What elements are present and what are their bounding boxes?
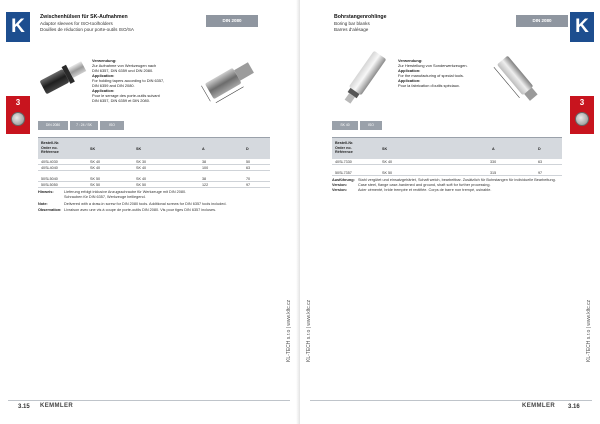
row-sk: SK 40 xyxy=(90,166,101,170)
row-a: 122 xyxy=(202,183,209,187)
right-brand: KEMMLER xyxy=(522,403,556,409)
left-title-de: Zwischenhülsen für SK-Aufnahmen xyxy=(40,14,128,20)
table-row xyxy=(332,170,562,176)
right-vertical-contact-inner: KL-TECH s.r.o | www.kltc.cz xyxy=(306,299,312,362)
right-norm-badge: DIN 2080 xyxy=(516,15,568,27)
right-footer-line xyxy=(310,400,592,401)
left-col-sk1: SK xyxy=(136,147,142,151)
left-title-en: Adaptor sleeves for ISO-toolholders xyxy=(40,20,113,26)
right-grey-box-2: ISO xyxy=(360,121,382,130)
row-sk: SK 50 xyxy=(90,183,101,187)
row-d: 63 xyxy=(538,160,543,164)
right-grey-box-1: SK 40 xyxy=(332,121,358,130)
left-info-en-text-2: DIN 6359 and DIN 2080. xyxy=(92,83,135,88)
right-col-ref-en: Order no. xyxy=(335,145,352,150)
right-col-a: A xyxy=(492,147,495,151)
note-label: Hinweis: xyxy=(38,190,54,194)
row-sk: SK 40 xyxy=(90,160,101,164)
left-col-d: D xyxy=(246,147,249,151)
left-chapter-tab xyxy=(6,96,30,134)
row-sk: SK 40 xyxy=(382,160,393,164)
right-info-fr-head: Application: xyxy=(398,78,421,83)
toolholder-icon xyxy=(11,112,25,126)
row-d: 97 xyxy=(246,183,251,187)
row-sk: SK 50 xyxy=(90,177,101,181)
row-a: 315 xyxy=(490,171,497,175)
left-info-fr-text-2: DIN 6357, DIN 6359 et DIN 2080. xyxy=(92,98,150,103)
note-text: Case steel, flange case-hardened and ground, shaft soft for further processing. xyxy=(358,183,491,187)
left-col-a: A xyxy=(202,147,205,151)
left-grey-box-3: ISO xyxy=(100,121,124,130)
row-ref: 40SL4040 xyxy=(41,166,58,170)
right-info-en-text-1: For the manufacturing of special tools. xyxy=(398,73,464,78)
left-info-de-head: Verwendung: xyxy=(92,58,117,63)
row-d: 63 xyxy=(246,166,251,170)
row-sk1: SK 40 xyxy=(136,166,147,170)
left-side-tab: K xyxy=(6,12,30,42)
note-label: Version: xyxy=(332,183,347,187)
left-table-header xyxy=(38,137,270,159)
left-notes xyxy=(38,190,272,220)
note-text: Livraison avec une vis à coupe de porte-outils DIN 2080. Vis pour tiges DIN 6357 incluses. xyxy=(64,208,217,212)
note-label: Observation: xyxy=(38,208,62,212)
note-label: Note: xyxy=(38,202,48,206)
right-info-de-head: Verwendung: xyxy=(398,58,423,63)
right-title-en: Boring bar blanks xyxy=(334,20,370,26)
left-grey-box-2: 7 : 24 / SK xyxy=(70,121,98,130)
row-sk1: SK 30 xyxy=(136,160,147,164)
right-notes xyxy=(332,178,564,198)
row-d: 70 xyxy=(246,177,251,181)
adaptor-sleeve-drawing xyxy=(196,54,266,104)
right-col-d: D xyxy=(538,147,541,151)
left-chapter-number: 3 xyxy=(15,98,21,107)
right-title-de: Bohrstangenrohlinge xyxy=(334,14,387,20)
left-info-de-text-2: DIN 6357, DIN 6359 und DIN 2080. xyxy=(92,68,154,73)
right-col-ref xyxy=(335,141,353,155)
left-info-de-text-1: Zur Aufnahme von Werkzeugen nach xyxy=(92,63,157,68)
right-info-de-text-1: Zur Herstellung von Sonderwerkzeugen. xyxy=(398,63,468,68)
right-info-en-head: Application: xyxy=(398,68,421,73)
row-ref: 40SL4030 xyxy=(41,160,58,164)
right-chapter-tab xyxy=(570,96,594,134)
right-info-fr-text-1: Pour la fabrication d'outils spéciaux. xyxy=(398,83,460,88)
left-product-table xyxy=(38,137,270,188)
left-info-fr-text-1: Pour le serrage des porte-outils suivant xyxy=(92,93,160,98)
row-sk: SK 50 xyxy=(382,171,393,175)
left-col-ref-en: Order no. xyxy=(41,145,58,150)
right-product-table xyxy=(332,137,562,176)
left-info-fr-head: Application: xyxy=(92,88,115,93)
note-text: Delivered with a draw-in screw for DIN 2080 tools. Additional screws for DIN 6357 tools included. xyxy=(64,202,227,206)
note-text: Lieferung erfolgt inklusive Anzugsschraube für Werkzeuge mit DIN 2080. xyxy=(64,190,187,194)
right-title-fr: Barres d'alésage xyxy=(334,26,369,32)
left-col-sk: SK xyxy=(90,147,96,151)
left-col-ref-fr: Référence xyxy=(41,150,59,155)
right-vertical-contact-outer: KL-TECH s.r.o | www.kltc.cz xyxy=(586,299,592,362)
right-table-header xyxy=(332,137,562,159)
left-grey-box-1: DIN 2080 xyxy=(38,121,68,130)
left-footer-line xyxy=(8,400,290,401)
right-col-ref-de: Bestell-Nr. xyxy=(335,141,354,145)
right-page-number: 3.16 xyxy=(568,404,580,410)
adaptor-sleeve-photo xyxy=(38,54,90,98)
row-ref: 50SL5050 xyxy=(41,183,58,187)
right-col-sk: SK xyxy=(382,147,388,151)
table-row xyxy=(38,182,270,188)
left-brand: KEMMLER xyxy=(40,403,74,409)
right-chapter-number: 3 xyxy=(579,98,585,107)
row-a: 38 xyxy=(202,160,207,164)
left-title-fr: Douilles de réduction pour porte-outils ISO/SA xyxy=(40,26,134,32)
left-title-block xyxy=(40,14,200,33)
note-text: Acier cémenté, bride trempée et rectifiée. Corps de barre non trempé, usinable. xyxy=(358,188,492,192)
row-ref: 50SL5040 xyxy=(41,177,58,181)
right-application-block xyxy=(398,58,508,88)
left-norm-badge: DIN 2080 xyxy=(206,15,258,27)
right-col-ref-fr: Référence xyxy=(335,150,353,155)
left-col-ref-de: Bestell-Nr. xyxy=(41,141,60,145)
left-page-number: 3.15 xyxy=(18,404,30,410)
left-info-en-head: Application: xyxy=(92,73,115,78)
right-side-tab: K xyxy=(570,12,594,42)
table-row xyxy=(38,165,270,171)
row-d: 50 xyxy=(246,160,251,164)
right-title-block xyxy=(334,14,494,33)
note-label: Version: xyxy=(332,188,347,192)
row-ref: 40SL7330 xyxy=(335,160,352,164)
boring-bar-photo xyxy=(334,48,394,110)
note-label: Ausführung: xyxy=(332,178,355,182)
left-application-block xyxy=(92,58,202,103)
row-ref: 50SL7357 xyxy=(335,171,352,175)
table-row xyxy=(332,159,562,165)
row-a: 330 xyxy=(490,160,497,164)
row-a: 38 xyxy=(202,177,207,181)
row-d: 97 xyxy=(538,171,543,175)
row-sk1: SK 50 xyxy=(136,183,147,187)
row-sk1: SK 40 xyxy=(136,177,147,181)
row-a: 100 xyxy=(202,166,209,170)
note-text: Stahl vergütet und einsatzgehärtet, Schaft weich, bearbeitbar. Zusätzlich für Bohrstangen für individuelle Bearbeitung. xyxy=(358,178,556,182)
toolholder-icon xyxy=(575,112,589,126)
note-text: Schrauben für DIN 6357, Werkzeuge beiliegend. xyxy=(64,195,146,199)
left-col-ref xyxy=(41,141,59,155)
left-info-en-text-1: For holding tapers according to DIN 6357, xyxy=(92,78,165,83)
left-vertical-contact: KL-TECH s.r.o | www.kltc.cz xyxy=(286,299,292,362)
